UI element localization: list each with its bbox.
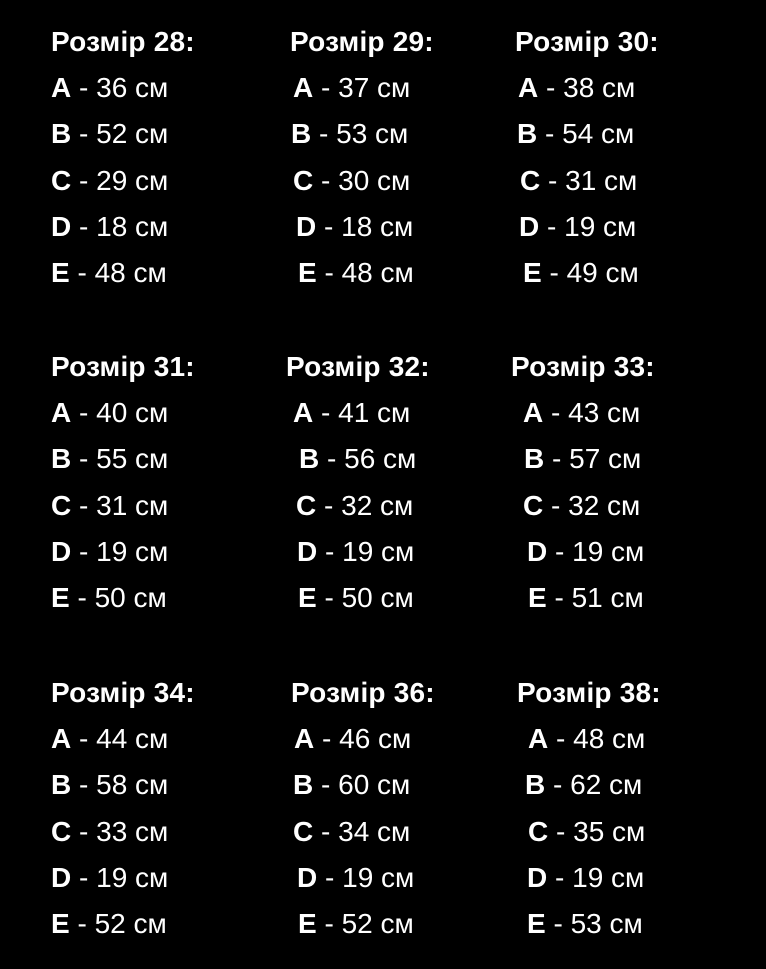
- size-title: Розмір 29:: [290, 26, 434, 57]
- size-title: Розмір 36:: [291, 677, 435, 708]
- measure-d: D - 19 см: [297, 536, 415, 567]
- size-title: Розмір 32:: [286, 351, 430, 382]
- measure-a: A - 44 см: [51, 723, 169, 754]
- measure-c: C - 30 см: [293, 165, 411, 196]
- size-title: Розмір 33:: [511, 351, 655, 382]
- measure-b: B - 52 см: [51, 118, 169, 149]
- measure-a: A - 37 см: [293, 72, 411, 103]
- measure-d: D - 19 см: [527, 862, 645, 893]
- measure-a: A - 40 см: [51, 397, 169, 428]
- measure-d: D - 18 см: [296, 211, 414, 242]
- measure-e: E - 49 см: [523, 257, 639, 288]
- measure-a: A - 43 см: [523, 397, 641, 428]
- measure-d: D - 19 см: [51, 536, 169, 567]
- measure-c: C - 31 см: [51, 490, 169, 521]
- measure-e: E - 52 см: [51, 908, 167, 939]
- measure-b: B - 58 см: [51, 769, 169, 800]
- measure-c: C - 32 см: [296, 490, 414, 521]
- measure-a: A - 48 см: [528, 723, 646, 754]
- size-title: Розмір 28:: [51, 26, 195, 57]
- measure-c: C - 33 см: [51, 816, 169, 847]
- measure-e: E - 53 см: [527, 908, 643, 939]
- measure-b: B - 57 см: [524, 443, 642, 474]
- measure-d: D - 19 см: [51, 862, 169, 893]
- measure-c: C - 34 см: [293, 816, 411, 847]
- measure-e: E - 52 см: [298, 908, 414, 939]
- measure-c: C - 31 см: [520, 165, 638, 196]
- measure-e: E - 50 см: [51, 582, 167, 613]
- measure-a: A - 41 см: [293, 397, 411, 428]
- measure-c: C - 35 см: [528, 816, 646, 847]
- measure-d: D - 18 см: [51, 211, 169, 242]
- measure-b: B - 54 см: [517, 118, 635, 149]
- measure-b: B - 53 см: [291, 118, 409, 149]
- measure-e: E - 48 см: [298, 257, 414, 288]
- size-title: Розмір 34:: [51, 677, 195, 708]
- measure-b: B - 56 см: [299, 443, 417, 474]
- measure-b: B - 62 см: [525, 769, 643, 800]
- size-title: Розмір 31:: [51, 351, 195, 382]
- size-title: Розмір 38:: [517, 677, 661, 708]
- measure-e: E - 50 см: [298, 582, 414, 613]
- measure-a: A - 38 см: [518, 72, 636, 103]
- measure-a: A - 36 см: [51, 72, 169, 103]
- measure-e: E - 48 см: [51, 257, 167, 288]
- measure-a: A - 46 см: [294, 723, 412, 754]
- measure-e: E - 51 см: [528, 582, 644, 613]
- measure-d: D - 19 см: [297, 862, 415, 893]
- size-title: Розмір 30:: [515, 26, 659, 57]
- measure-b: B - 55 см: [51, 443, 169, 474]
- measure-b: B - 60 см: [293, 769, 411, 800]
- measure-c: C - 29 см: [51, 165, 169, 196]
- measure-d: D - 19 см: [519, 211, 637, 242]
- measure-d: D - 19 см: [527, 536, 645, 567]
- measure-c: C - 32 см: [523, 490, 641, 521]
